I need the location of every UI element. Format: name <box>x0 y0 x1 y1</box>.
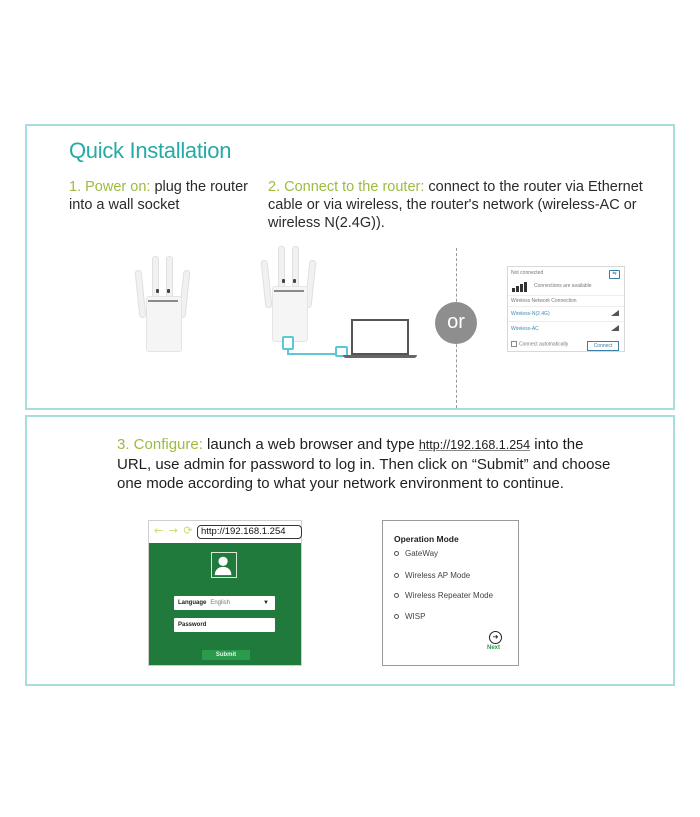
radio-icon[interactable] <box>394 573 399 578</box>
submit-button[interactable]: Submit <box>202 650 250 660</box>
refresh-icon[interactable]: ⇆ <box>609 270 620 279</box>
step-1-text <box>69 178 249 214</box>
auto-connect-label: Connect automatically <box>519 341 569 348</box>
next-arrow-icon[interactable]: ➜ <box>489 631 502 644</box>
operation-mode-title: Operation Mode <box>394 534 459 544</box>
laptop-base <box>343 355 417 358</box>
network-item-2-4g[interactable]: Wireless-N(2.4G) <box>511 311 550 317</box>
step-1-body: plug the router into a wall socket <box>69 179 248 213</box>
step-2-body: connect to the router via Ethernet cable or via wireless, the router's network (wireless-AC or wireless N(2.4G)). <box>268 179 643 231</box>
option-label: GateWay <box>405 549 439 558</box>
language-value: English <box>210 600 231 606</box>
option-wireless-ap[interactable] <box>394 571 470 580</box>
option-wireless-repeater[interactable] <box>394 591 493 600</box>
router-image-connected <box>263 246 315 341</box>
address-bar[interactable]: http://192.168.1.254 <box>197 525 302 539</box>
password-label: Password <box>178 622 207 628</box>
network-item-ac[interactable]: Wireless-AC <box>511 326 539 332</box>
browser-bar <box>149 521 301 543</box>
quick-installation-panel <box>25 124 675 410</box>
browser-nav-icons[interactable]: ← → ⟳ <box>154 524 194 537</box>
router-login-mockup <box>148 520 302 666</box>
checkbox-icon[interactable] <box>511 341 517 347</box>
or-badge: or <box>435 302 477 344</box>
signal-icon <box>611 310 619 316</box>
option-gateway[interactable] <box>394 549 438 558</box>
option-label: WISP <box>405 612 426 621</box>
option-wisp[interactable] <box>394 612 425 621</box>
connect-button[interactable]: Connect <box>587 341 619 351</box>
step-3-body-a: launch a web browser and type <box>202 436 419 453</box>
wifi-connection-panel <box>507 266 625 352</box>
section-header: Wireless Network Connection <box>511 298 577 304</box>
password-field[interactable] <box>174 618 275 632</box>
option-label: Wireless AP Mode <box>405 571 471 580</box>
connection-status: Not connected <box>511 270 544 276</box>
radio-icon[interactable] <box>394 614 399 619</box>
auto-connect-checkbox[interactable] <box>511 341 568 347</box>
step-3-body-b: into the URL, use admin for password to log in. Then click on “Submit” and choose one mode according to what your network environment to continue. <box>117 436 611 492</box>
page-title: Quick Installation <box>69 138 232 163</box>
dropdown-caret-icon: ▼ <box>263 600 269 606</box>
ethernet-cable <box>287 348 339 355</box>
router-url-link[interactable]: http://192.168.1.254 <box>418 438 531 452</box>
connections-available: Connections are available <box>534 283 592 289</box>
step-3-label: 3. Configure: <box>117 436 203 453</box>
radio-icon[interactable] <box>394 593 399 598</box>
step-2-text <box>268 178 658 232</box>
language-label: Language <box>178 600 207 606</box>
user-avatar-icon <box>211 552 237 578</box>
signal-strength-icon <box>512 280 530 292</box>
step-3-text <box>117 435 617 493</box>
laptop-icon <box>351 319 409 355</box>
router-image <box>137 256 189 351</box>
radio-icon[interactable] <box>394 551 399 556</box>
option-label: Wireless Repeater Mode <box>405 591 494 600</box>
step-2-label: 2. Connect to the router: <box>268 179 425 195</box>
next-button[interactable]: Next <box>487 645 501 651</box>
step-1-label: 1. Power on: <box>69 179 151 195</box>
configure-panel <box>25 415 675 686</box>
language-select[interactable] <box>174 596 275 610</box>
signal-icon <box>611 325 619 331</box>
operation-mode-mockup <box>382 520 519 666</box>
